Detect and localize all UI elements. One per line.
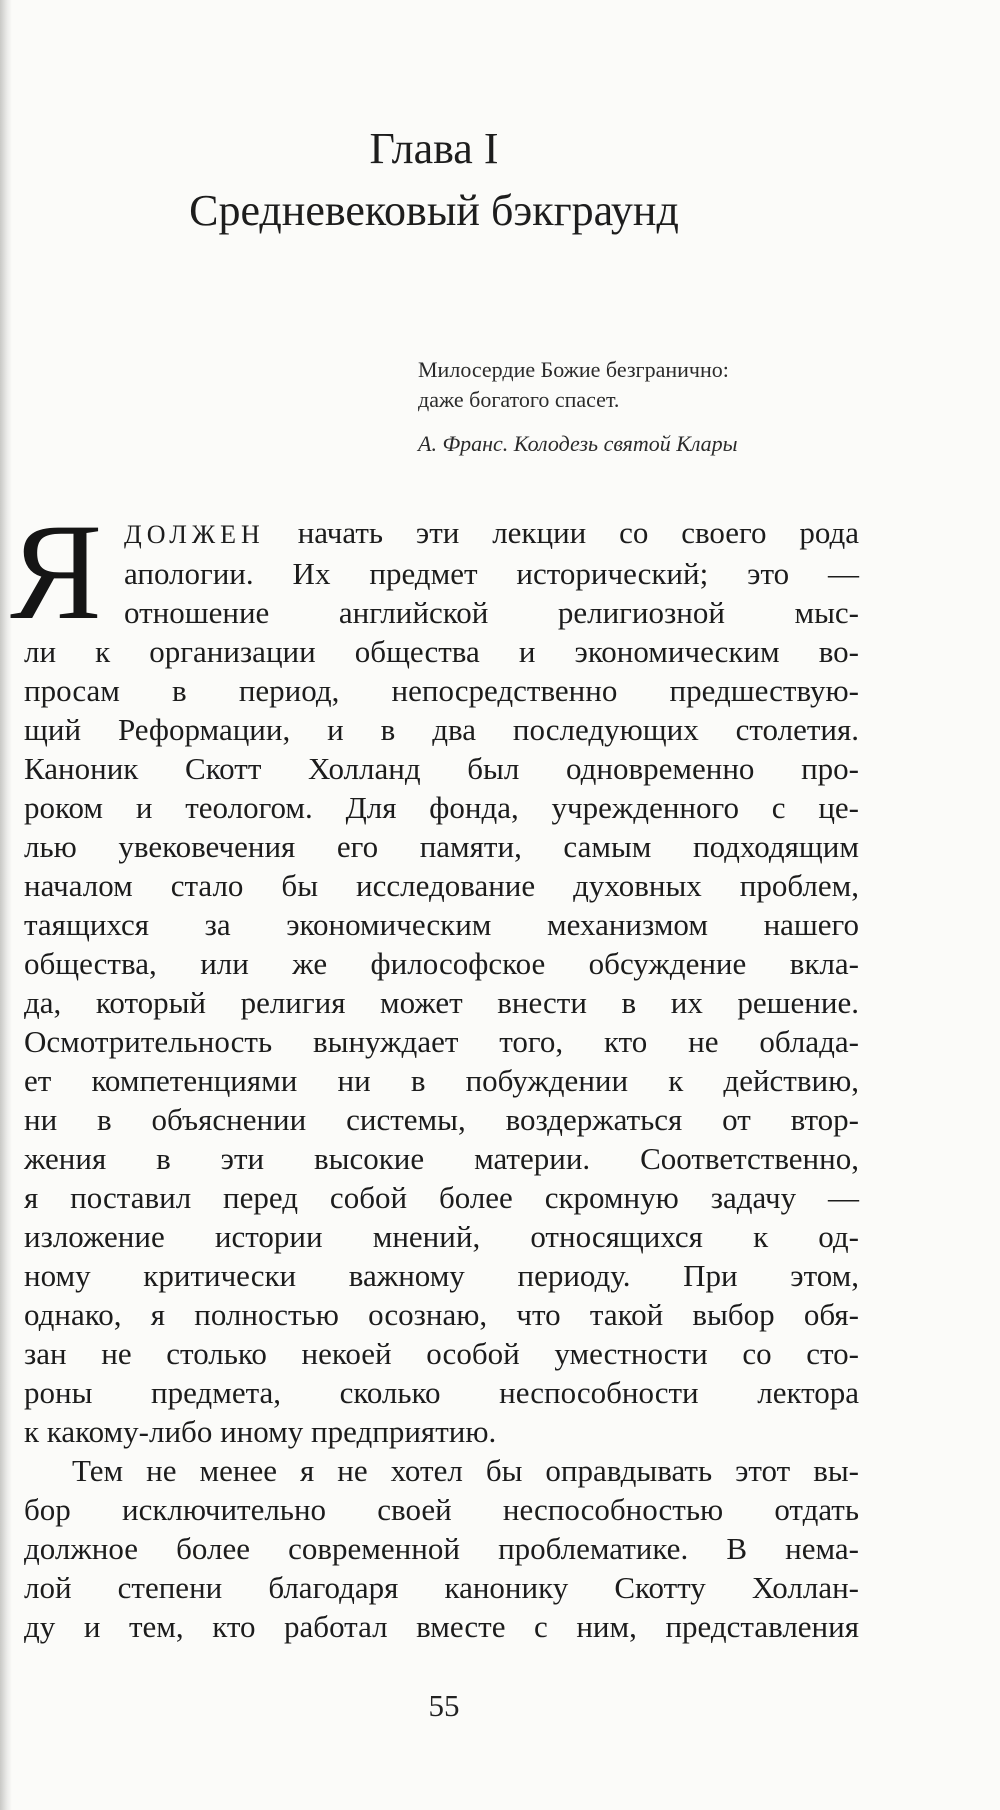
- text-line: жения в эти высокие материи. Соответственно,: [24, 1141, 859, 1176]
- page-number: 55: [428, 1688, 460, 1723]
- chapter-heading: [0, 118, 868, 242]
- text-line: роны предмета, сколько неспособности лектора: [24, 1375, 859, 1410]
- chapter-title: Средневековый бэкграунд: [189, 186, 679, 235]
- text-line: ли к организации общества и экономическим во-: [24, 634, 859, 669]
- text-line: бор исключительно своей неспособностью отдать: [24, 1492, 859, 1527]
- text-line: ному критически важному периоду. При этом,: [24, 1258, 859, 1293]
- text-line: таящихся за экономическим механизмом нашего: [24, 907, 859, 942]
- drop-cap: Я: [10, 495, 103, 648]
- text-line: к какому-либо иному предприятию.: [24, 1414, 497, 1449]
- text-line: изложение истории мнений, относящихся к од-: [24, 1219, 859, 1254]
- paragraph-1-opening: [10, 495, 860, 648]
- text-line: просам в период, непосредственно предшествую-: [24, 673, 859, 708]
- text-line: я поставил перед собой более скромную задачу —: [24, 1180, 859, 1215]
- text-line: лью увековечения его памяти, самым подходящим: [24, 829, 859, 864]
- text-line: ни в объяснении системы, воздержаться от втор-: [24, 1102, 859, 1137]
- text-line-fragment: начать эти лекции со своего рода: [297, 515, 860, 550]
- text-line: Каноник Скотт Холланд был одновременно про-: [24, 751, 859, 786]
- epigraph-line: даже богатого спасет.: [418, 387, 620, 412]
- text-line: щий Реформации, и в два последующих столетия.: [24, 712, 859, 747]
- page-edge-shadow: [0, 0, 12, 1810]
- text-line: должное более современной проблематике. В нема-: [24, 1531, 859, 1566]
- epigraph-attribution: А. Франс. Колодезь святой Клары: [418, 431, 738, 456]
- small-caps-opening: ДОЛЖЕН: [124, 520, 265, 549]
- text-line: зан не столько некоей особой уместности со сто-: [24, 1336, 859, 1371]
- text-line: ет компетенциями ни в побуждении к действию,: [24, 1063, 859, 1098]
- text-line: Тем не менее я не хотел бы оправдывать этот вы-: [72, 1453, 859, 1488]
- text-line: апологии. Их предмет исторический; это —: [124, 556, 859, 591]
- text-line: Осмотрительность вынуждает того, кто не облада-: [24, 1024, 859, 1059]
- epigraph: [418, 355, 858, 459]
- text-line: роком и теологом. Для фонда, учрежденного с це-: [24, 790, 859, 825]
- epigraph-line: Милосердие Божие безгранично:: [418, 357, 729, 382]
- text-line: ду и тем, кто работал вместе с ним, представления: [24, 1609, 859, 1644]
- text-line: началом стало бы исследование духовных проблем,: [24, 868, 859, 903]
- body-text: [10, 495, 860, 1646]
- text-line: да, который религия может внести в их решение.: [24, 985, 859, 1020]
- text-line: [124, 513, 859, 554]
- chapter-number: Глава I: [369, 124, 499, 173]
- text-line: отношение английской религиозной мыс-: [124, 595, 859, 630]
- text-line: лой степени благодаря канонику Скотту Холлан-: [24, 1570, 859, 1605]
- text-line: общества, или же философское обсуждение вкла-: [24, 946, 859, 981]
- text-line: однако, я полностью осознаю, что такой выбор обя-: [24, 1297, 859, 1332]
